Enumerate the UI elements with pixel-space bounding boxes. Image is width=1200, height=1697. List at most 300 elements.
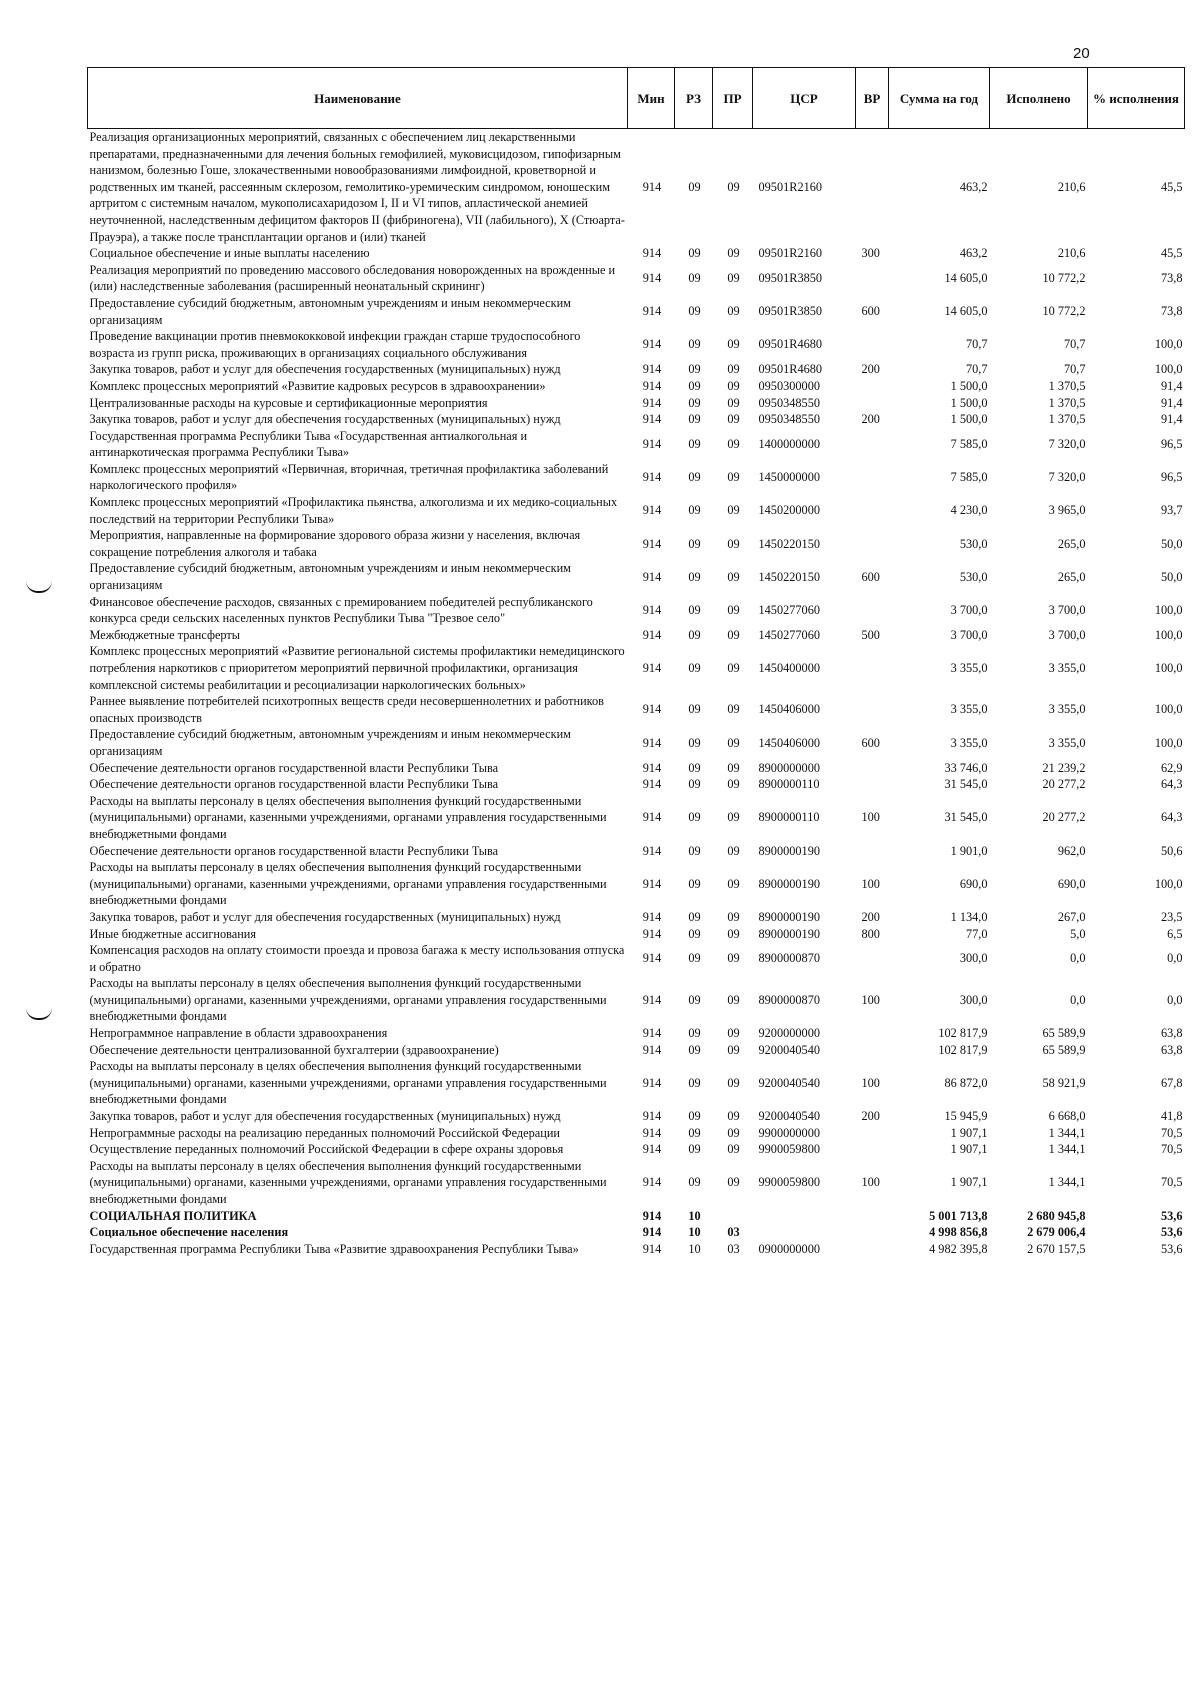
row-section: 10 (688, 1241, 701, 1256)
row-annual-sum: 3 700,0 (950, 627, 988, 642)
row-ministry: 914 (642, 1142, 662, 1157)
row-executed: 1 344,1 (1048, 1125, 1086, 1140)
row-name: Закупка товаров, работ и услуг для обеспечения государственных (муниципальных) нужд (89, 412, 561, 427)
row-ministry: 914 (642, 1208, 662, 1223)
table-row (88, 527, 1185, 560)
row-name: Проведение вакцинации против пневмококковой инфекции граждан старше трудоспособного возраста из групп риска, проживающих в организациях социального обслуживания (89, 329, 581, 360)
row-ministry: 914 (642, 777, 662, 792)
row-annual-sum: 300,0 (959, 951, 988, 966)
row-ministry: 914 (642, 436, 662, 451)
row-subsection: 09 (727, 179, 740, 194)
row-executed: 1 344,1 (1048, 1142, 1086, 1157)
table-row (88, 926, 1185, 943)
row-name: Предоставление субсидий бюджетным, автономным учреждениям и иным некоммерческим организациям (89, 561, 571, 593)
table-row (88, 411, 1185, 428)
row-expense-type: 200 (861, 909, 880, 924)
row-section: 09 (688, 876, 701, 891)
row-percent-executed: 93,7 (1160, 503, 1183, 518)
row-ministry: 914 (642, 503, 662, 518)
row-subsection: 09 (727, 536, 740, 551)
row-executed: 265,0 (1057, 569, 1086, 584)
row-percent-executed: 70,5 (1160, 1175, 1183, 1190)
row-section: 09 (688, 569, 701, 584)
row-target-article: 09501R3850 (758, 304, 823, 319)
row-section: 09 (688, 602, 701, 617)
row-ministry: 914 (642, 569, 662, 584)
row-percent-executed: 50,0 (1160, 536, 1183, 551)
row-name: Мероприятия, направленные на формирование здорового образа жизни у населения, включая сокращение потребления алкоголя и табака (89, 528, 581, 559)
table-row (88, 1108, 1185, 1125)
row-subsection: 09 (727, 777, 740, 792)
table-row (88, 693, 1185, 726)
row-section: 09 (688, 503, 701, 518)
row-subsection: 03 (727, 1225, 740, 1240)
row-target-article: 0950348550 (758, 395, 820, 410)
row-executed: 1 344,1 (1048, 1175, 1086, 1190)
header-annual-sum: Сумма на год (889, 68, 990, 129)
row-expense-type (856, 942, 889, 975)
row-percent-executed: 96,5 (1160, 436, 1183, 451)
row-section: 09 (688, 760, 701, 775)
row-expense-type (856, 428, 889, 461)
row-ministry: 914 (642, 702, 662, 717)
row-percent-executed: 70,5 (1160, 1142, 1183, 1157)
row-target-article: 1450406000 (758, 702, 820, 717)
row-section: 09 (688, 909, 701, 924)
row-expense-type: 300 (861, 246, 880, 261)
row-expense-type (856, 328, 889, 361)
margin-pencil-mark (26, 581, 52, 593)
row-target-article: 0950300000 (758, 378, 820, 393)
row-name: СОЦИАЛЬНАЯ ПОЛИТИКА (89, 1208, 257, 1223)
table-row (88, 1141, 1185, 1158)
row-executed: 2 679 006,4 (1027, 1225, 1086, 1240)
row-section: 09 (688, 179, 701, 194)
row-expense-type: 100 (861, 992, 880, 1007)
row-expense-type: 600 (861, 569, 880, 584)
row-section: 09 (688, 536, 701, 551)
row-section: 09 (688, 1175, 701, 1190)
row-percent-executed: 100,0 (1154, 876, 1183, 891)
row-ministry: 914 (642, 992, 662, 1007)
row-name: Раннее выявление потребителей психотропных веществ среди несовершеннолетних и работников опасных производств (89, 694, 604, 725)
row-section: 09 (688, 777, 701, 792)
row-ministry: 914 (642, 1175, 662, 1190)
row-ministry: 914 (642, 1042, 662, 1057)
row-ministry: 914 (642, 179, 662, 194)
row-ministry: 914 (642, 1109, 662, 1124)
row-section: 09 (688, 735, 701, 750)
row-ministry: 914 (642, 1225, 662, 1240)
row-name: Расходы на выплаты персоналу в целях обеспечения выполнения функций государственными (муниципальными) органами, казенными учреждениями, органами управления государственными внебюджетными фондами (89, 860, 607, 908)
row-target-article: 8900000110 (758, 810, 820, 825)
row-executed: 0,0 (1070, 951, 1086, 966)
row-ministry: 914 (642, 470, 662, 485)
row-ministry: 914 (642, 378, 662, 393)
row-percent-executed: 0,0 (1167, 992, 1183, 1007)
row-target-article: 8900000870 (758, 951, 820, 966)
row-expense-type (856, 760, 889, 777)
row-subsection: 09 (727, 702, 740, 717)
table-row (88, 1158, 1185, 1208)
row-subsection: 03 (727, 1241, 740, 1256)
row-name: Закупка товаров, работ и услуг для обеспечения государственных (муниципальных) нужд (89, 909, 561, 924)
row-section: 09 (688, 843, 701, 858)
row-expense-type (856, 1241, 889, 1258)
header-name: Наименование (88, 68, 628, 129)
row-subsection: 09 (727, 362, 740, 377)
row-percent-executed: 91,4 (1160, 395, 1183, 410)
row-section: 09 (688, 702, 701, 717)
row-section: 09 (688, 661, 701, 675)
row-name: Компенсация расходов на оплату стоимости проезда и провоза багажа к месту использования отпуска и обратно (89, 943, 625, 974)
row-name: Социальное обеспечение и иные выплаты населению (89, 246, 370, 261)
table-row (88, 975, 1185, 1025)
row-percent-executed: 53,6 (1160, 1208, 1183, 1223)
row-section: 09 (688, 1026, 701, 1041)
table-row (88, 594, 1185, 627)
row-annual-sum: 3 355,0 (950, 661, 988, 675)
row-target-article: 9900000000 (758, 1125, 820, 1140)
row-section: 09 (688, 951, 701, 966)
row-expense-type (856, 378, 889, 395)
row-ministry: 914 (642, 337, 662, 352)
row-subsection: 09 (727, 735, 740, 750)
row-expense-type (856, 262, 889, 295)
row-percent-executed: 64,3 (1160, 810, 1183, 825)
row-ministry: 914 (642, 412, 662, 427)
table-row (88, 643, 1185, 693)
row-target-article: 9200040540 (758, 1109, 820, 1124)
row-percent-executed: 53,6 (1160, 1225, 1183, 1240)
table-row (88, 378, 1185, 395)
row-section: 09 (688, 810, 701, 825)
row-name: Непрограммные расходы на реализацию переданных полномочий Российской Федерации (89, 1125, 560, 1140)
row-section: 09 (688, 1125, 701, 1140)
row-annual-sum: 7 585,0 (950, 436, 988, 451)
row-executed: 3 355,0 (1048, 661, 1086, 675)
row-name: Расходы на выплаты персоналу в целях обеспечения выполнения функций государственными (муниципальными) органами, казенными учреждениями, органами управления государственными внебюджетными фондами (89, 976, 607, 1024)
row-subsection (713, 1208, 753, 1225)
row-executed: 1 370,5 (1048, 395, 1086, 410)
row-annual-sum: 1 500,0 (950, 412, 988, 427)
row-section: 09 (688, 304, 701, 319)
row-annual-sum: 102 817,9 (938, 1042, 988, 1057)
row-target-article: 1450200000 (758, 503, 820, 518)
row-subsection: 09 (727, 627, 740, 642)
row-expense-type: 200 (861, 362, 880, 377)
row-name: Государственная программа Республики Тыва «Развитие здравоохранения Республики Тыва» (89, 1241, 579, 1256)
row-target-article: 9900059800 (758, 1142, 820, 1157)
row-target-article: 9200040540 (758, 1075, 820, 1090)
row-ministry: 914 (642, 661, 662, 675)
row-subsection: 09 (727, 1175, 740, 1190)
table-row (88, 1208, 1185, 1225)
row-section: 09 (688, 1042, 701, 1057)
row-percent-executed: 70,5 (1160, 1125, 1183, 1140)
row-ministry: 914 (642, 843, 662, 858)
table-row (88, 627, 1185, 644)
row-annual-sum: 530,0 (959, 536, 988, 551)
row-section: 09 (688, 412, 701, 427)
table-row (88, 1224, 1185, 1241)
row-annual-sum: 1 907,1 (950, 1125, 988, 1140)
row-name: Расходы на выплаты персоналу в целях обеспечения выполнения функций государственными (муниципальными) органами, казенными учреждениями, органами управления государственными внебюджетными фондами (89, 1059, 607, 1107)
row-annual-sum: 31 545,0 (944, 810, 988, 825)
table-row (88, 1241, 1185, 1258)
row-expense-type (856, 1141, 889, 1158)
table-row (88, 942, 1185, 975)
row-executed: 65 589,9 (1042, 1026, 1086, 1041)
row-target-article: 1450220150 (758, 536, 820, 551)
row-percent-executed: 100,0 (1154, 602, 1183, 617)
row-ministry: 914 (642, 271, 662, 286)
row-ministry: 914 (642, 909, 662, 924)
table-row (88, 793, 1185, 843)
row-ministry: 914 (642, 876, 662, 891)
row-section: 09 (688, 627, 701, 642)
table-body (88, 129, 1185, 1258)
row-section: 09 (688, 992, 701, 1007)
row-ministry: 914 (642, 602, 662, 617)
row-expense-type (856, 1025, 889, 1042)
row-name: Социальное обеспечение населения (89, 1225, 289, 1240)
row-target-article: 8900000190 (758, 926, 820, 941)
row-ministry: 914 (642, 395, 662, 410)
row-expense-type (856, 527, 889, 560)
row-executed: 58 921,9 (1042, 1075, 1086, 1090)
row-expense-type: 100 (861, 1175, 880, 1190)
row-expense-type (856, 395, 889, 412)
margin-pencil-mark (26, 1008, 52, 1020)
row-executed: 70,7 (1063, 337, 1086, 352)
row-target-article: 1450406000 (758, 735, 820, 750)
row-subsection: 09 (727, 470, 740, 485)
row-subsection: 09 (727, 661, 740, 675)
row-percent-executed: 63,8 (1160, 1026, 1183, 1041)
row-ministry: 914 (642, 1075, 662, 1090)
row-subsection: 09 (727, 1109, 740, 1124)
row-executed: 1 370,5 (1048, 412, 1086, 427)
row-executed: 65 589,9 (1042, 1042, 1086, 1057)
row-subsection: 09 (727, 436, 740, 451)
row-expense-type (856, 693, 889, 726)
row-expense-type (856, 776, 889, 793)
row-target-article: 8900000000 (758, 760, 820, 775)
row-annual-sum: 300,0 (959, 992, 988, 1007)
row-expense-type: 100 (861, 810, 880, 825)
row-ministry: 914 (642, 1026, 662, 1041)
row-section: 09 (688, 1109, 701, 1124)
row-target-article: 8900000110 (758, 777, 820, 792)
row-executed: 2 680 945,8 (1027, 1208, 1086, 1223)
row-target-article: 09501R4680 (758, 362, 823, 377)
row-name: Комплекс процессных мероприятий «Профилактика пьянства, алкоголизма и их медико-социальных последствий на территории Республики Тыва» (89, 495, 618, 526)
row-subsection: 09 (727, 271, 740, 286)
row-section: 09 (688, 362, 701, 377)
row-name: Обеспечение деятельности органов государственной власти Республики Тыва (89, 843, 499, 858)
row-target-article: 1450277060 (758, 627, 820, 642)
row-target-article: 8900000870 (758, 992, 820, 1007)
row-annual-sum: 463,2 (959, 179, 988, 194)
header-subsection: ПР (713, 68, 753, 129)
table-row (88, 1042, 1185, 1059)
row-executed: 210,6 (1057, 246, 1086, 261)
row-subsection: 09 (727, 1026, 740, 1041)
row-executed: 6 668,0 (1048, 1109, 1086, 1124)
row-subsection: 09 (727, 1042, 740, 1057)
row-percent-executed: 50,6 (1160, 843, 1183, 858)
row-target-article: 1400000000 (758, 436, 820, 451)
table-row (88, 760, 1185, 777)
table-row (88, 1125, 1185, 1142)
row-executed: 267,0 (1057, 909, 1086, 924)
row-name: Финансовое обеспечение расходов, связанных с премированием победителей республиканского конкурса среди сельских населенных пунктов Республики Тыва "Трезвое село" (89, 594, 593, 626)
table-row (88, 328, 1185, 361)
row-subsection: 09 (727, 602, 740, 617)
table-row (88, 726, 1185, 759)
row-annual-sum: 70,7 (965, 362, 988, 377)
row-annual-sum: 1 907,1 (950, 1175, 988, 1190)
row-name: Предоставление субсидий бюджетным, автономным учреждениям и иным некоммерческим организациям (89, 727, 571, 758)
row-subsection: 09 (727, 569, 740, 584)
row-executed: 7 320,0 (1048, 436, 1086, 451)
row-subsection: 09 (727, 843, 740, 858)
row-section: 09 (688, 1142, 701, 1157)
table-row (88, 428, 1185, 461)
row-percent-executed: 64,3 (1160, 777, 1183, 792)
row-subsection: 09 (727, 503, 740, 518)
row-executed: 690,0 (1057, 876, 1086, 891)
row-executed: 3 355,0 (1048, 702, 1086, 717)
row-executed: 5,0 (1070, 926, 1086, 941)
row-target-article: 09501R2160 (758, 179, 823, 194)
row-percent-executed: 73,8 (1160, 304, 1183, 319)
table-row (88, 295, 1185, 328)
row-expense-type (856, 494, 889, 527)
row-expense-type: 100 (861, 876, 880, 891)
table-row (88, 245, 1185, 262)
row-subsection: 09 (727, 992, 740, 1007)
row-percent-executed: 63,8 (1160, 1042, 1183, 1057)
header-expense-type: ВР (856, 68, 889, 129)
row-expense-type (856, 594, 889, 627)
row-annual-sum: 4 982 395,8 (929, 1241, 988, 1256)
row-annual-sum: 1 907,1 (950, 1142, 988, 1157)
row-percent-executed: 41,8 (1160, 1109, 1183, 1124)
row-subsection: 09 (727, 760, 740, 775)
table-row (88, 776, 1185, 793)
row-name: Обеспечение деятельности органов государственной власти Республики Тыва (89, 760, 499, 775)
row-executed: 10 772,2 (1042, 304, 1086, 319)
table-row (88, 494, 1185, 527)
table-row (88, 361, 1185, 378)
row-annual-sum: 14 605,0 (944, 271, 988, 286)
table-row (88, 262, 1185, 295)
row-name: Межбюджетные трансферты (89, 627, 241, 642)
row-ministry: 914 (642, 1241, 662, 1256)
row-section: 09 (688, 395, 701, 410)
row-annual-sum: 463,2 (959, 246, 988, 261)
row-name: Иные бюджетные ассигнования (89, 926, 257, 941)
row-target-article: 9200000000 (758, 1026, 820, 1041)
row-name: Непрограммное направление в области здравоохранения (89, 1026, 388, 1041)
row-percent-executed: 100,0 (1154, 702, 1183, 717)
row-name: Предоставление субсидий бюджетным, автономным учреждениям и иным некоммерческим организациям (89, 295, 571, 327)
row-name: Централизованные расходы на курсовые и сертификационные мероприятия (89, 395, 488, 410)
row-target-article: 09501R2160 (758, 246, 823, 261)
row-executed: 2 670 157,5 (1027, 1241, 1086, 1256)
row-expense-type (856, 461, 889, 494)
row-subsection: 09 (727, 926, 740, 941)
row-target-article: 0900000000 (758, 1241, 820, 1256)
row-subsection: 09 (727, 909, 740, 924)
row-target-article: 9200040540 (758, 1042, 820, 1057)
row-annual-sum: 70,7 (965, 337, 988, 352)
row-section: 09 (688, 271, 701, 286)
row-expense-type: 500 (861, 627, 880, 642)
row-subsection: 09 (727, 246, 740, 261)
row-ministry: 914 (642, 810, 662, 825)
row-executed: 3 355,0 (1048, 735, 1086, 750)
row-executed: 265,0 (1057, 536, 1086, 551)
row-executed: 20 277,2 (1042, 810, 1086, 825)
row-subsection: 09 (727, 810, 740, 825)
row-expense-type (856, 129, 889, 246)
row-expense-type (856, 643, 889, 693)
row-subsection: 09 (727, 337, 740, 352)
row-subsection: 09 (727, 304, 740, 319)
row-section: 09 (688, 1075, 701, 1090)
row-name: Комплекс процессных мероприятий «Развитие региональной системы профилактики немедицинского потребления наркотиков с приоритетом мероприятий первичной профилактики, организация комплексной системы реабилитации и ресоциализации наркологических больных» (89, 644, 625, 692)
row-section: 09 (688, 337, 701, 352)
row-subsection: 09 (727, 1142, 740, 1157)
row-annual-sum: 4 998 856,8 (929, 1225, 988, 1240)
row-annual-sum: 7 585,0 (950, 470, 988, 485)
row-target-article: 09501R3850 (758, 271, 823, 286)
row-annual-sum: 1 500,0 (950, 378, 988, 393)
row-target-article: 8900000190 (758, 909, 820, 924)
table-row (88, 1058, 1185, 1108)
row-annual-sum: 1 134,0 (950, 909, 988, 924)
row-expense-type (856, 843, 889, 860)
row-name: Государственная программа Республики Тыва «Государственная антиалкогольная и антинаркотическая программа Республики Тыва» (89, 428, 528, 460)
page-number: 20 (1073, 45, 1090, 62)
row-percent-executed: 23,5 (1160, 909, 1183, 924)
row-percent-executed: 45,5 (1160, 246, 1183, 261)
row-annual-sum: 3 355,0 (950, 735, 988, 750)
row-name: Расходы на выплаты персоналу в целях обеспечения выполнения функций государственными (муниципальными) органами, казенными учреждениями, органами управления государственными внебюджетными фондами (89, 1158, 607, 1206)
row-annual-sum: 690,0 (959, 876, 988, 891)
row-ministry: 914 (642, 246, 662, 261)
header-executed: Исполнено (990, 68, 1088, 129)
row-annual-sum: 15 945,9 (944, 1109, 988, 1124)
table-row (88, 395, 1185, 412)
row-executed: 3 700,0 (1048, 627, 1086, 642)
row-annual-sum: 3 700,0 (950, 602, 988, 617)
row-percent-executed: 45,5 (1160, 179, 1183, 194)
row-name: Обеспечение деятельности централизованной бухгалтерии (здравоохранение) (89, 1042, 499, 1057)
row-section: 09 (688, 436, 701, 451)
row-target-article (753, 1208, 856, 1225)
table-row (88, 909, 1185, 926)
header-target-article: ЦСР (753, 68, 856, 129)
row-expense-type (856, 1125, 889, 1142)
row-annual-sum: 530,0 (959, 569, 988, 584)
row-name: Осуществление переданных полномочий Российской Федерации в сфере охраны здоровья (89, 1142, 564, 1157)
row-target-article: 8900000190 (758, 876, 820, 891)
row-expense-type (856, 1224, 889, 1241)
